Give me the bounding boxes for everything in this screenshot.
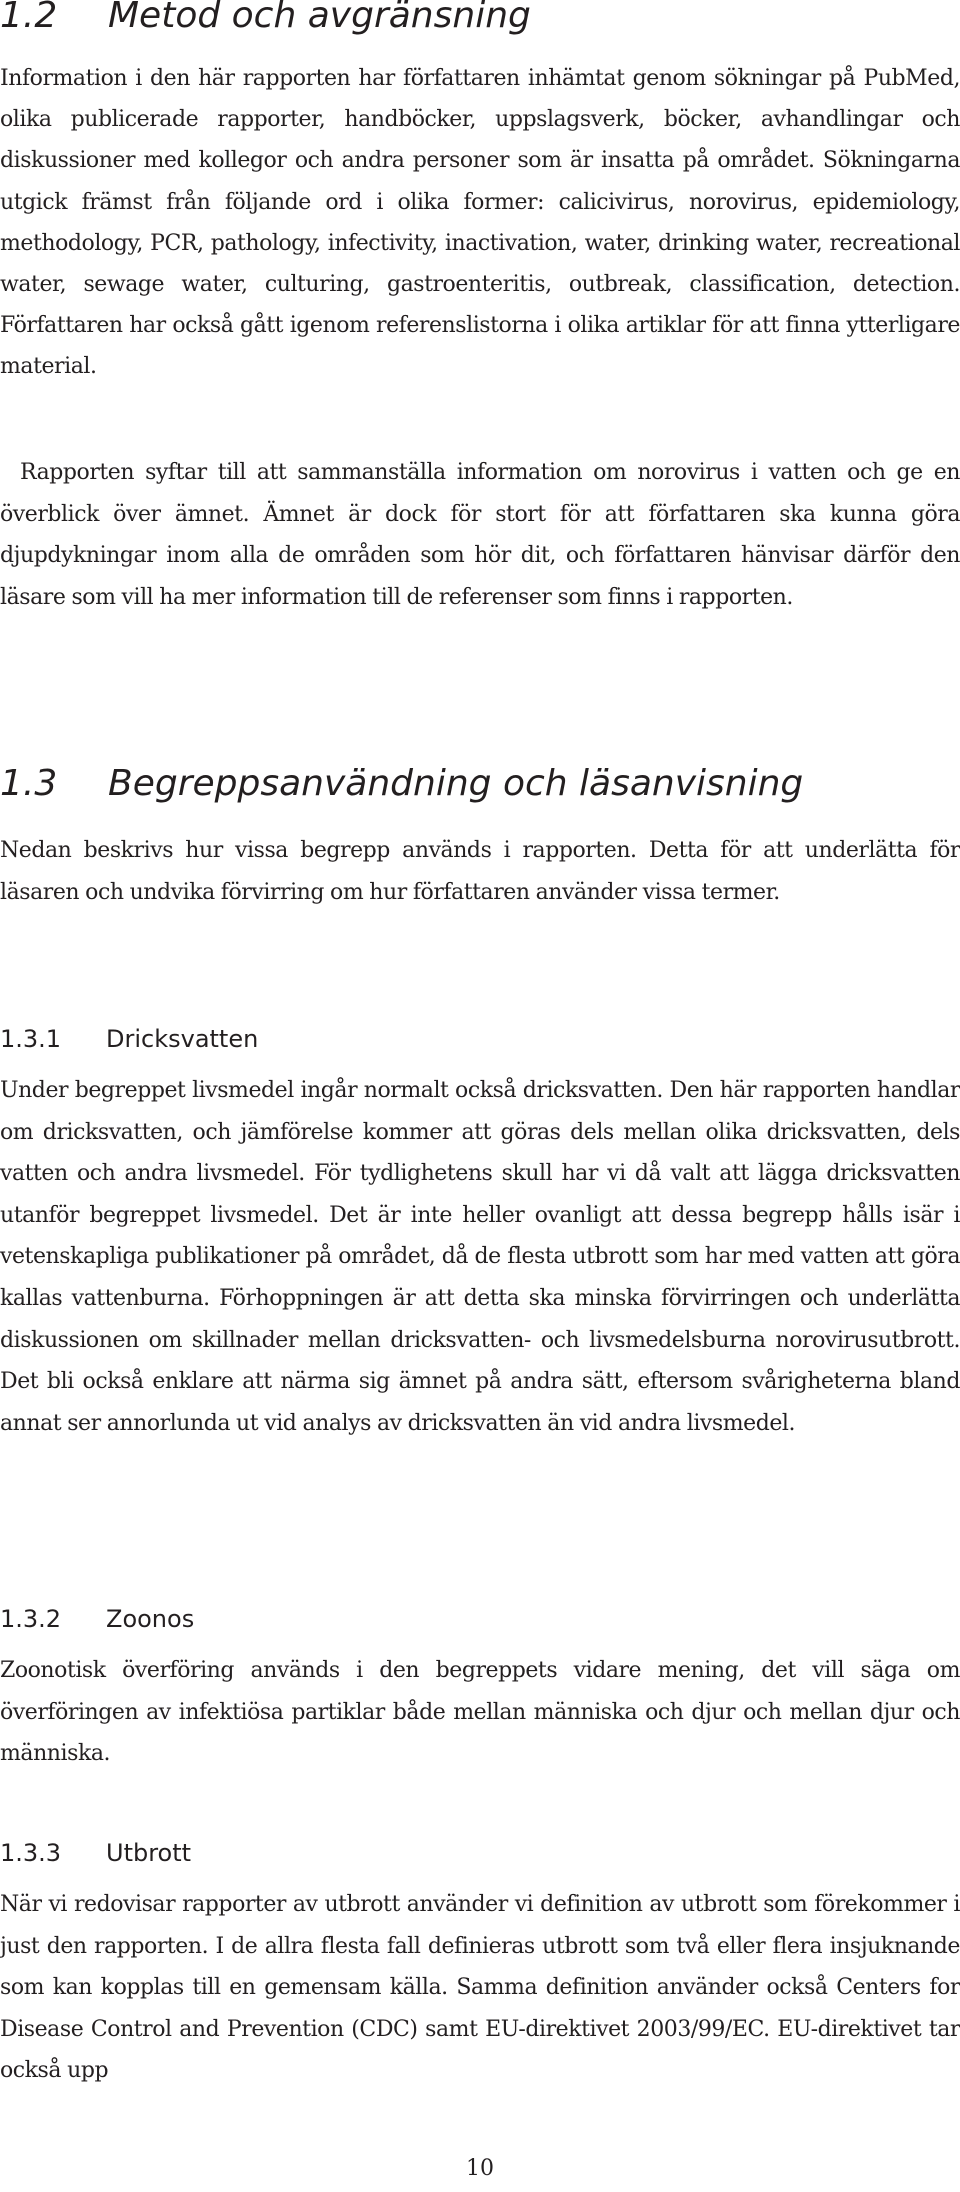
paragraph-purpose-text: Rapporten syftar till att sammanställa information om norovirus i vatten och ge en överblick över ämnet. Ämnet är dock för stort för att författaren ska kunna göra djupdykningar inom alla de områden som hör dit, och författaren hänvisar därför den läsare som vill ha mer information till de referenser som finns i rapporten.: [0, 460, 960, 610]
section-title: Metod och avgränsning: [108, 0, 531, 36]
section-number: 1.3.1: [0, 1025, 62, 1053]
section-number: 1.2: [0, 0, 58, 36]
section-1-3-1-heading: [0, 1024, 960, 1054]
section-title: Dricksvatten: [106, 1025, 259, 1053]
section-1-3-2-heading: [0, 1604, 960, 1634]
section-title: Utbrott: [106, 1839, 192, 1867]
section-title: Zoonos: [106, 1605, 195, 1633]
section-title: Begreppsanvändning och läsanvisning: [108, 763, 804, 804]
section-number: 1.3: [0, 763, 58, 804]
section-number: 1.3.3: [0, 1839, 62, 1867]
paragraph-utbrott: När vi redovisar rapporter av utbrott använder vi definition av utbrott som förekommer i just den rapporten. I de allra flesta fall definieras utbrott som två eller flera insjuknande som kan kopplas till en gemensam källa. Samma definition använder också Centers for Disease Control and Prevention (CDC) samt EU-direktivet 2003/99/EC. EU-direktivet tar också upp: [0, 1892, 960, 2084]
paragraph-zoonos: Zoonotisk överföring används i den begreppets vidare mening, det vill säga om överföringen av infektiösa partiklar både mellan människa och djur och mellan djur och människa.: [0, 1658, 960, 1767]
section-1-3-3-heading: [0, 1838, 960, 1868]
paragraph-terms-intro: Nedan beskrivs hur vissa begrepp används i rapporten. Detta för att underlätta för läsaren och undvika förvirring om hur författaren använder vissa termer.: [0, 838, 960, 905]
paragraph-sources: Information i den här rapporten har författaren inhämtat genom sökningar på PubMed, olika publicerade rapporter, handböcker, uppslagsverk, böcker, avhandlingar och diskussioner med kollegor och andra personer som är insatta på området. Sökningarna utgick främst från följande ord i olika former: calicivirus, norovirus, epidemiology, methodology, PCR, pathology, infectivity, inactivation, water, drinking water, recreational water, sewage water, culturing, gastroenteritis, outbreak, classification, detection. Författaren har också gått igenom referenslistorna i olika artiklar för att finna ytterligare material.: [0, 66, 960, 380]
section-number: 1.3.2: [0, 1605, 62, 1633]
paragraph-dricksvatten: Under begreppet livsmedel ingår normalt också dricksvatten. Den här rapporten handlar om dricksvatten, och jämförelse kommer att göras dels mellan olika dricksvatten, dels vatten och andra livsmedel. För tydlighetens skull har vi då valt att lägga dricksvatten utanför begreppet livsmedel. Det är inte heller ovanligt att dessa begrepp hålls isär i vetenskapliga publikationer på området, då de flesta utbrott som har med vatten att göra kallas vattenburna. Förhoppningen är att detta ska minska förvirringen och underlätta diskussionen om skillnader mellan dricksvatten- och livsmedelsburna norovirusutbrott. Det bli också enklare att närma sig ämnet på andra sätt, eftersom svårigheterna bland annat ser annorlunda ut vid analys av dricksvatten än vid andra livsmedel.: [0, 1078, 960, 1436]
paragraph-purpose: [0, 452, 960, 618]
section-1-3-heading: [0, 762, 960, 806]
section-1-2-heading: [0, 0, 960, 38]
page-number: 10: [466, 2156, 494, 2181]
